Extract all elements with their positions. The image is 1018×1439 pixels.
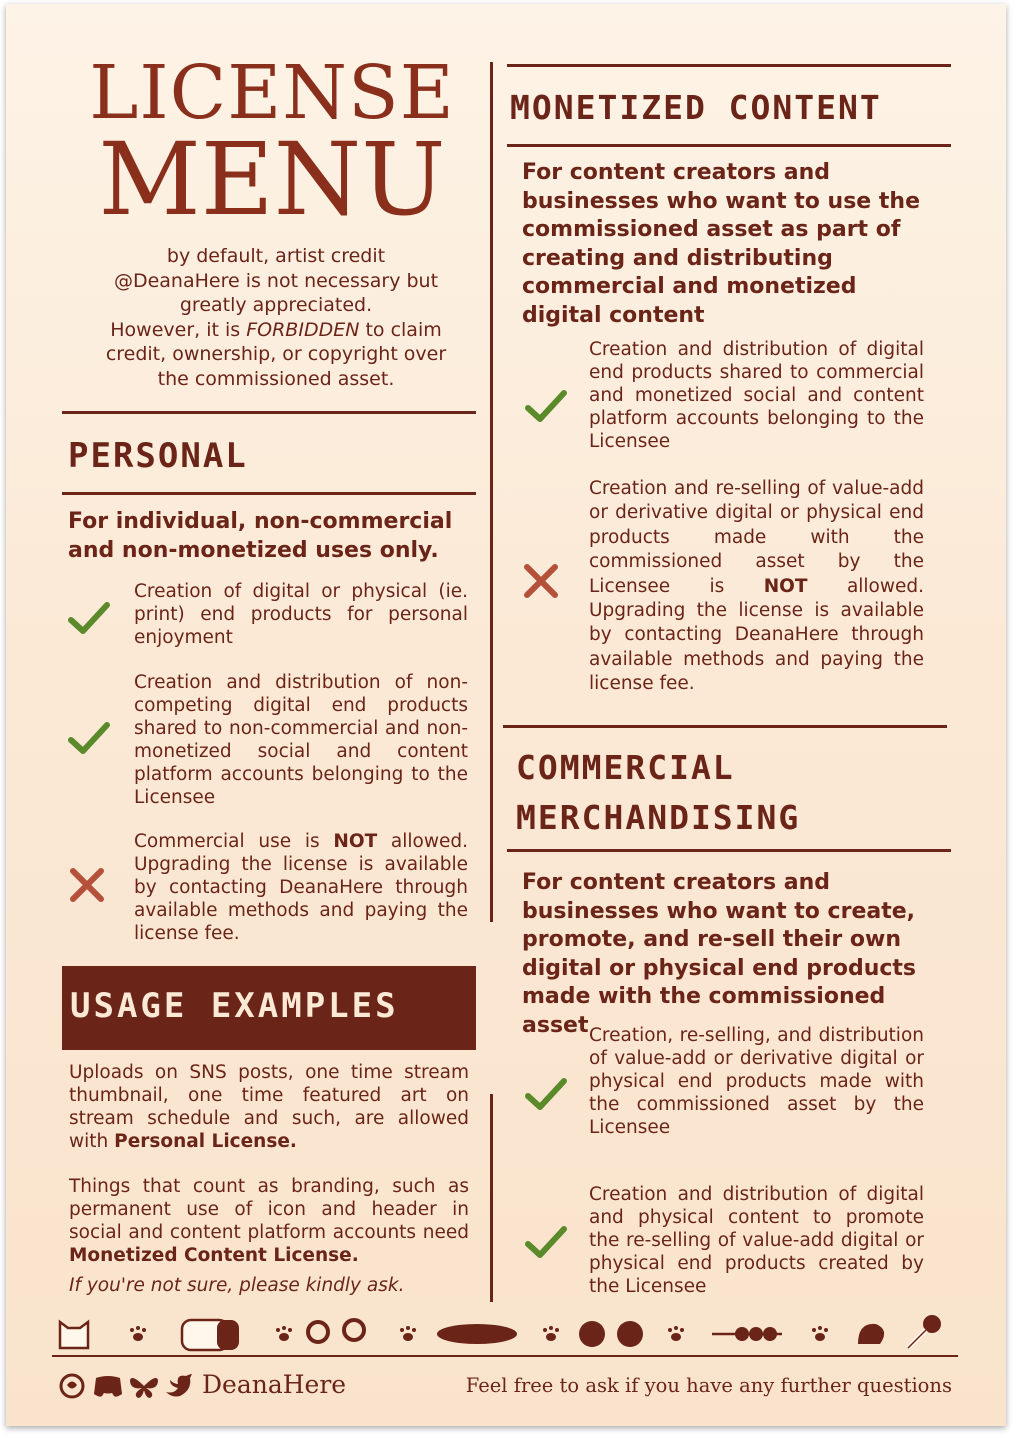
commercial-heading-line2: MERCHANDISING (516, 798, 801, 837)
intro-line: the commissioned asset. (157, 367, 395, 390)
center-divider (490, 62, 493, 922)
divider (62, 411, 476, 414)
bread-icon (182, 1320, 239, 1350)
personal-heading: PERSONAL (68, 436, 248, 476)
intro-text (66, 244, 486, 391)
footer-handle: DeanaHere (202, 1370, 347, 1399)
personal-item-3 (134, 830, 468, 945)
item-text: Creation and re-selling of value-add or derivative digital or physical end products made with the commissioned asset by the Licensee is (589, 478, 924, 597)
paw-icon (812, 1326, 828, 1341)
skewer-icon (712, 1327, 782, 1341)
intro-text-span: However, it is (110, 318, 247, 341)
kofi-icon (61, 1375, 83, 1397)
title-menu: MENU (98, 121, 446, 238)
item-text: allowed. Upgrading the license is available by contacting DeanaHere through available methods and paying the license fee. (134, 831, 468, 944)
usage-examples-banner (62, 966, 476, 1050)
social-icons (58, 1370, 198, 1402)
divider (507, 144, 951, 147)
discord-icon (94, 1376, 122, 1397)
commercial-heading-line1: COMMERCIAL (516, 748, 735, 787)
divider (62, 492, 476, 495)
monetized-heading: MONETIZED CONTENT (510, 88, 882, 127)
pretzel-icon (308, 1320, 364, 1342)
commercial-item-1: Creation, re-selling, and distribution of value-add or derivative digital or physical end products made with the commissioned asset by the Licensee (589, 1025, 924, 1138)
cross-icon (64, 862, 110, 908)
cookie-icon (579, 1321, 643, 1347)
monetized-item-1: Creation and distribution of digital end products shared to commercial and monetized social and content platform accounts belonging to the Licensee (589, 339, 924, 452)
paw-icon (130, 1326, 146, 1341)
check-icon (523, 1072, 569, 1118)
intro-line: credit, ownership, or copyright over (105, 343, 447, 365)
monetized-item-2 (589, 477, 924, 697)
divider (507, 64, 951, 67)
bluesky-icon (130, 1378, 158, 1398)
item-text: allowed. Upgrading the license is available by contacting DeanaHere through available methods and paying the license fee. (589, 575, 925, 695)
commercial-lead: For content creators and businesses who want to create, promote, and re-sell their own digital or physical end products made with the commissioned asset (522, 870, 917, 1038)
decorative-icon-strip (52, 1310, 952, 1356)
check-icon (66, 716, 112, 762)
center-divider (490, 1094, 493, 1302)
monetized-lead: For content creators and businesses who want to use the commissioned asset as part of creating and distributing commercial and monetized digital content (522, 160, 920, 328)
usage-paragraph-2 (69, 1175, 469, 1267)
check-icon (66, 596, 112, 642)
intro-text-span: to claim (359, 318, 442, 341)
usage-strong: Monetized Content License. (69, 1245, 359, 1266)
personal-item-1: Creation of digital or physical (ie. print) end products for personal enjoyment (134, 581, 468, 648)
personal-lead: For individual, non-commercial and non-monetized uses only. (68, 509, 453, 563)
paw-icon (400, 1326, 416, 1341)
usage-strong: Personal License. (114, 1131, 297, 1152)
cat-icon (60, 1322, 88, 1348)
footer-note: Feel free to ask if you have any further questions (465, 1374, 952, 1397)
commercial-item-2: Creation and distribution of digital and physical content to promote the re-selling of value-add digital or physical end products created by the Licensee (589, 1184, 924, 1297)
paw-icon (543, 1326, 559, 1341)
usage-heading: USAGE EXAMPLES (70, 986, 399, 1026)
drumstick-icon (908, 1315, 941, 1348)
paw-icon (276, 1326, 292, 1341)
title-license: LICENSE (89, 50, 455, 136)
check-icon (523, 1220, 569, 1266)
paw-icon (668, 1326, 684, 1341)
usage-text: Uploads on SNS posts, one time stream thumbnail, one time featured art on stream schedule and such, are allowed with (69, 1062, 469, 1152)
item-not: NOT (333, 831, 378, 852)
intro-line: @DeanaHere is not necessary but (113, 269, 439, 292)
cross-icon (518, 558, 564, 604)
usage-text: Things that count as branding, such as permanent use of icon and header in social and content platform accounts need (69, 1176, 469, 1243)
divider (503, 725, 947, 728)
usage-paragraph-1 (69, 1061, 469, 1153)
fortune-cookie-icon (858, 1324, 884, 1344)
intro-line (66, 318, 486, 343)
item-not: NOT (763, 575, 808, 597)
check-icon (523, 384, 569, 430)
license-page (6, 4, 1006, 1426)
intro-line: greatly appreciated. (179, 294, 373, 316)
intro-forbidden: FORBIDDEN (246, 318, 360, 341)
divider (507, 849, 951, 852)
baguette-icon (437, 1324, 517, 1344)
intro-line: by default, artist credit (166, 245, 386, 267)
usage-paragraph-3: If you're not sure, please kindly ask. (69, 1275, 405, 1296)
footer-divider (52, 1355, 958, 1357)
item-text: Commercial use is (134, 831, 334, 852)
personal-item-2: Creation and distribution of non-competing digital end products shared to non-commercial and non-monetized social and content platform accounts belonging to the Licensee (134, 672, 468, 808)
twitter-icon (166, 1374, 192, 1397)
